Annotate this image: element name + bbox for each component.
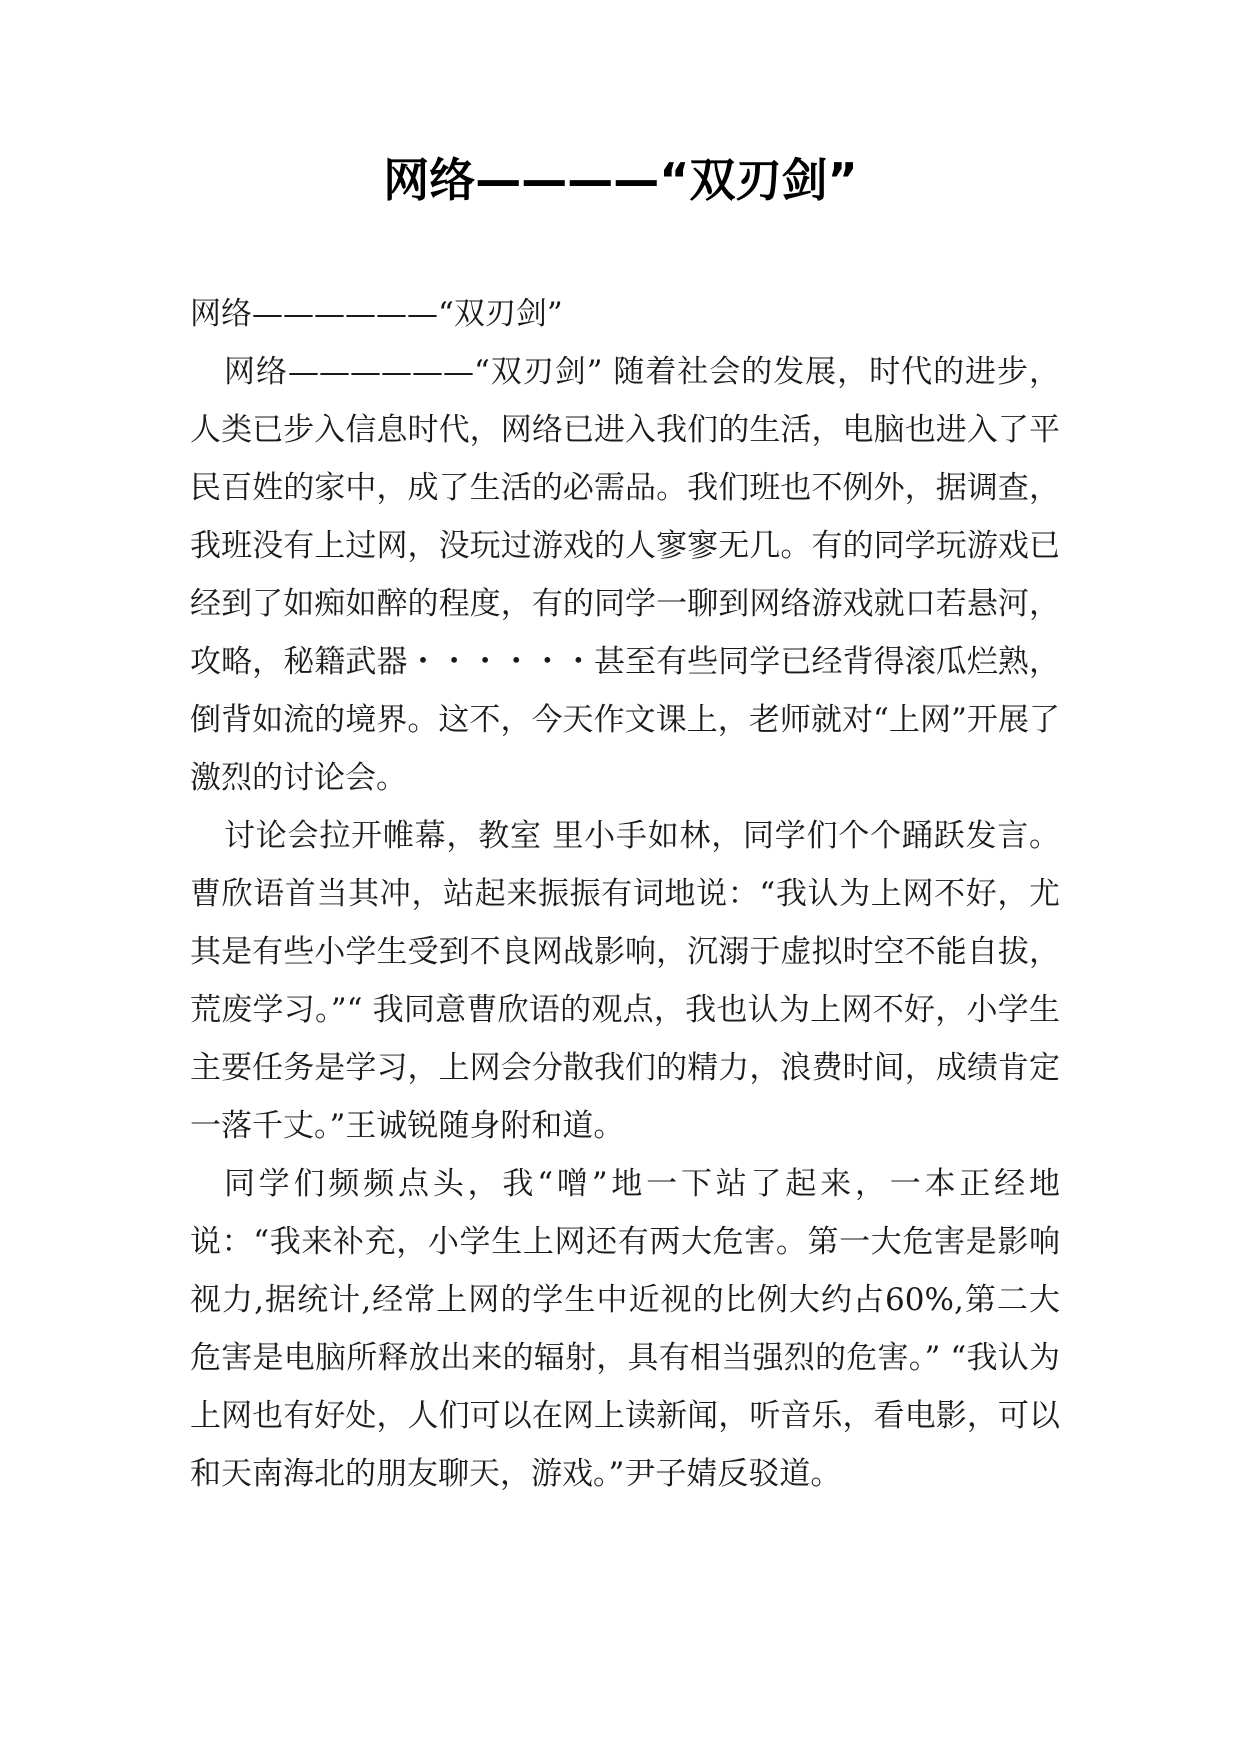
paragraph-intro: 网络——————“双刃剑” 随着社会的发展，时代的进步，人类已步入信息时代，网络已进入我们的生活，电脑也进入了平民百姓的家中，成了生活的必需品。我们班也不例外，据调查，我班没有上过网，没玩过游戏的人寥寥无几。有的同学玩游戏已经到了如痴如醉的程度，有的同学一聊到网络游戏就口若悬河，攻略，秘籍武器・・・・・・甚至有些同学已经背得滚瓜烂熟，倒背如流的境界。这不，今天作文课上，老师就对“上网”开展了激烈的讨论会。 — [190, 354, 1060, 796]
document-body — [190, 285, 1060, 1503]
document-title: 网络————“双刃剑” — [383, 153, 858, 207]
paragraph-rebuttal: 同学们频频点头，我“噌”地一下站了起来，一本正经地说：“我来补充，小学生上网还有两大危害。第一大危害是影响视力,据统计,经常上网的学生中近视的比例大约占60%,第二大危害是电脑所释放出来的辐射，具有相当强烈的危害。” “我认为上网也有好处，人们可以在网上读新闻，听音乐，看电影，可以和天南海北的朋友聊天，游戏。”尹子婧反驳道。 — [190, 1166, 1060, 1492]
paragraph-discussion: 讨论会拉开帷幕，教室 里小手如林，同学们个个踊跃发言。曹欣语首当其冲，站起来振振有词地说：“我认为上网不好，尤其是有些小学生受到不良网战影响，沉溺于虚拟时空不能自拔，荒废学习。”“ 我同意曹欣语的观点，我也认为上网不好，小学生主要任务是学习，上网会分散我们的精力，浪费时间，成绩肯定一落千丈。”王诚锐随身附和道。 — [190, 818, 1060, 1144]
paragraph-subtitle: 网络——————“双刃剑” — [190, 296, 563, 332]
